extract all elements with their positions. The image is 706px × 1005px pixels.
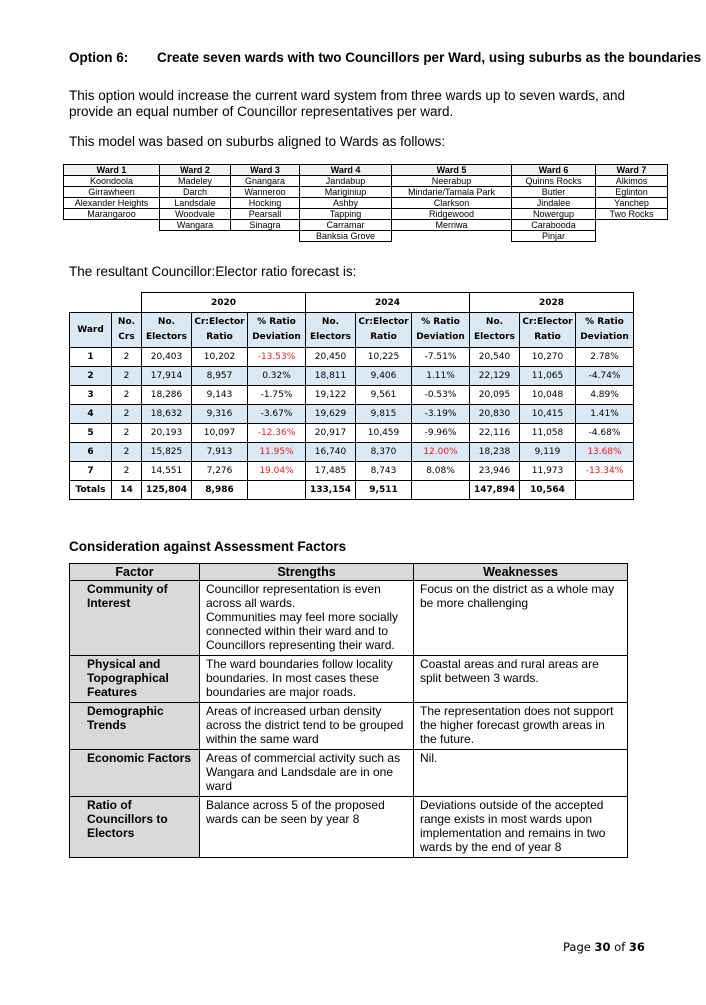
electors-value: 18,632 <box>142 405 192 424</box>
suburb-cell: Darch <box>160 187 231 198</box>
deviation-value: 1.11% <box>412 367 470 386</box>
col-ratio-line: Cr:Elector <box>194 317 245 327</box>
strengths-text: Balance across 5 of the proposed wards can be seen by year 8 <box>206 798 385 826</box>
option-number: Option 6: <box>69 50 129 65</box>
suburb-cell: Ashby <box>300 198 392 209</box>
col-ratio-line: Ratio <box>206 332 233 342</box>
ward-row <box>64 198 668 209</box>
suburb-cell <box>231 231 300 242</box>
strengths-text: Councillor representation is even across all wards. <box>206 582 381 610</box>
suburb-cell: Wanneroo <box>231 187 300 198</box>
col-electors-line: No. <box>321 317 340 327</box>
suburb-cell: Merriwa <box>392 220 512 231</box>
councillor-count: 2 <box>112 443 142 462</box>
deviation-value: -3.19% <box>412 405 470 424</box>
weaknesses-text: Nil. <box>420 751 438 765</box>
deviation-value: 13.68% <box>576 443 634 462</box>
ward-number: 6 <box>70 443 112 462</box>
totals-value <box>412 481 470 500</box>
deviation-value: 8.08% <box>412 462 470 481</box>
col-ratio <box>520 313 576 348</box>
weaknesses-cell <box>414 581 628 656</box>
ward-suburb-table <box>63 164 668 242</box>
ratio-row <box>70 367 634 386</box>
suburb-cell: Jindalee <box>512 198 596 209</box>
col-deviation-line: % Ratio <box>257 317 296 327</box>
suburb-cell: Quinns Rocks <box>512 176 596 187</box>
model-intro: This model was based on suburbs aligned to Wards as follows: <box>69 134 446 149</box>
year-header: 2028 <box>470 293 634 313</box>
totals-value: 10,564 <box>520 481 576 500</box>
suburb-cell: Mariginiup <box>300 187 392 198</box>
suburb-cell: Jandabup <box>300 176 392 187</box>
col-crs <box>112 313 142 348</box>
ward-row <box>64 176 668 187</box>
totals-value: 9,511 <box>356 481 412 500</box>
suburb-cell: Koondoola <box>64 176 160 187</box>
councillor-count: 2 <box>112 386 142 405</box>
councillor-count: 2 <box>112 348 142 367</box>
ratio-row <box>70 405 634 424</box>
col-crs-line: No. <box>117 317 136 327</box>
ratio-value: 9,815 <box>356 405 412 424</box>
ratio-value: 9,561 <box>356 386 412 405</box>
ward-header: Ward 5 <box>392 165 512 176</box>
strengths-text: The ward boundaries follow locality boundaries. In most cases these boundaries are major roads. <box>206 657 393 699</box>
ratio-value: 10,097 <box>192 424 248 443</box>
ward-number: 2 <box>70 367 112 386</box>
weaknesses-cell <box>414 703 628 750</box>
ratio-value: 7,913 <box>192 443 248 462</box>
deviation-value: -4.74% <box>576 367 634 386</box>
ward-number: 5 <box>70 424 112 443</box>
col-electors <box>142 313 192 348</box>
col-electors-line: Electors <box>146 332 187 342</box>
assessment-row <box>70 703 628 750</box>
councillor-count: 2 <box>112 367 142 386</box>
ratio-value: 11,058 <box>520 424 576 443</box>
ward-number: 1 <box>70 348 112 367</box>
suburb-cell <box>64 231 160 242</box>
suburb-cell: Wangara <box>160 220 231 231</box>
col-electors-line: Electors <box>310 332 351 342</box>
suburb-cell: Girrawheen <box>64 187 160 198</box>
ward-header: Ward 7 <box>596 165 668 176</box>
deviation-value: -7.51% <box>412 348 470 367</box>
ratio-value: 9,406 <box>356 367 412 386</box>
ratio-forecast-table <box>69 292 634 500</box>
councillor-count: 2 <box>112 462 142 481</box>
strengths-cell <box>200 581 414 656</box>
col-ratio <box>192 313 248 348</box>
strengths-cell <box>200 656 414 703</box>
col-electors-line: No. <box>485 317 504 327</box>
suburb-cell <box>160 231 231 242</box>
strengths-cell <box>200 797 414 858</box>
totals-value <box>248 481 306 500</box>
assess-header: Factor <box>70 564 200 581</box>
ratio-value: 10,459 <box>356 424 412 443</box>
page-footer <box>563 940 645 954</box>
deviation-value: -1.75% <box>248 386 306 405</box>
suburb-cell: Nowergup <box>512 209 596 220</box>
ratio-value: 10,415 <box>520 405 576 424</box>
ward-header: Ward 1 <box>64 165 160 176</box>
col-ratio <box>356 313 412 348</box>
ratio-value: 8,743 <box>356 462 412 481</box>
suburb-cell <box>596 231 668 242</box>
suburb-cell: Clarkson <box>392 198 512 209</box>
electors-value: 20,450 <box>306 348 356 367</box>
deviation-value: 1.41% <box>576 405 634 424</box>
deviation-value: 2.78% <box>576 348 634 367</box>
year-header: 2020 <box>142 293 306 313</box>
ratio-value: 10,225 <box>356 348 412 367</box>
totals-value: 125,804 <box>142 481 192 500</box>
electors-value: 18,286 <box>142 386 192 405</box>
assessment-row <box>70 656 628 703</box>
ratio-value: 8,370 <box>356 443 412 462</box>
totals-value: 147,894 <box>470 481 520 500</box>
suburb-cell: Landsdale <box>160 198 231 209</box>
ward-header: Ward 4 <box>300 165 392 176</box>
suburb-cell: Hocking <box>231 198 300 209</box>
suburb-cell: Eglinton <box>596 187 668 198</box>
electors-value: 18,238 <box>470 443 520 462</box>
col-electors <box>470 313 520 348</box>
ward-number: 4 <box>70 405 112 424</box>
footer-prefix: Page <box>563 940 591 954</box>
deviation-value: 11.95% <box>248 443 306 462</box>
footer-total: 36 <box>628 940 645 954</box>
col-electors <box>306 313 356 348</box>
weaknesses-text: Deviations outside of the accepted range exists in most wards upon implementation and remains in two wards by the end of year 8 <box>420 798 606 854</box>
ward-row <box>64 220 668 231</box>
assess-header: Weaknesses <box>414 564 628 581</box>
electors-value: 20,917 <box>306 424 356 443</box>
electors-value: 22,116 <box>470 424 520 443</box>
suburb-cell: Ridgewood <box>392 209 512 220</box>
weaknesses-cell <box>414 656 628 703</box>
col-deviation-line: Deviation <box>580 332 629 342</box>
factor-cell: Ratio of Councillors to Electors <box>70 797 200 858</box>
councillor-count: 2 <box>112 424 142 443</box>
suburb-cell: Carramar <box>300 220 392 231</box>
intro-paragraph: This option would increase the current ward system from three wards up to seven wards, and provide an equal number of Councillor representatives per ward. <box>69 88 626 119</box>
strengths-text: Areas of increased urban density across the district tend to be grouped within the same ward <box>206 704 404 746</box>
assessment-row <box>70 797 628 858</box>
deviation-value: 19.04% <box>248 462 306 481</box>
ratio-row <box>70 443 634 462</box>
factor-cell: Community of Interest <box>70 581 200 656</box>
col-ward: Ward <box>70 313 112 348</box>
electors-value: 20,193 <box>142 424 192 443</box>
ward-header: Ward 2 <box>160 165 231 176</box>
suburb-cell: Carabooda <box>512 220 596 231</box>
strengths-text: Communities may feel more socially connected within their ward and to Councillors representing their ward. <box>206 610 399 652</box>
col-deviation <box>248 313 306 348</box>
ratio-value: 8,957 <box>192 367 248 386</box>
deviation-value: -13.34% <box>576 462 634 481</box>
electors-value: 17,914 <box>142 367 192 386</box>
ratio-value: 7,276 <box>192 462 248 481</box>
deviation-value: -13.53% <box>248 348 306 367</box>
suburb-cell <box>64 220 160 231</box>
option-heading <box>69 50 706 84</box>
suburb-cell <box>596 220 668 231</box>
assessment-title: Consideration against Assessment Factors <box>69 539 347 554</box>
assess-header: Strengths <box>200 564 414 581</box>
ratio-value: 9,316 <box>192 405 248 424</box>
year-header: 2024 <box>306 293 470 313</box>
col-deviation-line: Deviation <box>252 332 301 342</box>
strengths-cell <box>200 750 414 797</box>
electors-value: 19,122 <box>306 386 356 405</box>
ward-header: Ward 6 <box>512 165 596 176</box>
col-ratio-line: Cr:Elector <box>522 317 573 327</box>
deviation-value: -4.68% <box>576 424 634 443</box>
totals-label: Totals <box>70 481 112 500</box>
col-ratio-line: Ratio <box>534 332 561 342</box>
col-deviation <box>576 313 634 348</box>
ward-row <box>64 231 668 242</box>
weaknesses-cell <box>414 797 628 858</box>
suburb-cell: Pinjar <box>512 231 596 242</box>
assessment-row <box>70 581 628 656</box>
electors-value: 20,095 <box>470 386 520 405</box>
suburb-cell: Gnangara <box>231 176 300 187</box>
col-deviation <box>412 313 470 348</box>
factor-cell: Economic Factors <box>70 750 200 797</box>
electors-value: 15,825 <box>142 443 192 462</box>
col-ratio-line: Ratio <box>370 332 397 342</box>
strengths-cell <box>200 703 414 750</box>
ratio-row <box>70 348 634 367</box>
ratio-value: 10,270 <box>520 348 576 367</box>
electors-value: 22,129 <box>470 367 520 386</box>
deviation-value: 0.32% <box>248 367 306 386</box>
deviation-value: -0.53% <box>412 386 470 405</box>
ratio-value: 9,119 <box>520 443 576 462</box>
option-title: Create seven wards with two Councillors per Ward, using suburbs as the boundaries <box>157 50 702 65</box>
ratio-value: 11,065 <box>520 367 576 386</box>
col-deviation-line: Deviation <box>416 332 465 342</box>
assessment-row <box>70 750 628 797</box>
electors-value: 20,540 <box>470 348 520 367</box>
suburb-cell: Alexander Heights <box>64 198 160 209</box>
electors-value: 14,551 <box>142 462 192 481</box>
ratio-row <box>70 386 634 405</box>
ratio-row <box>70 462 634 481</box>
electors-value: 20,830 <box>470 405 520 424</box>
electors-value: 17,485 <box>306 462 356 481</box>
suburb-cell: Alkimos <box>596 176 668 187</box>
assessment-table <box>69 563 628 858</box>
deviation-value: -3.67% <box>248 405 306 424</box>
strengths-text: Areas of commercial activity such as Wangara and Landsdale are in one ward <box>206 751 401 793</box>
ratio-value: 10,048 <box>520 386 576 405</box>
weaknesses-text: Coastal areas and rural areas are split between 3 wards. <box>420 657 599 685</box>
suburb-cell: Mindarie/Tamala Park <box>392 187 512 198</box>
col-electors-line: Electors <box>474 332 515 342</box>
col-deviation-line: % Ratio <box>421 317 460 327</box>
ratio-value: 10,202 <box>192 348 248 367</box>
electors-value: 23,946 <box>470 462 520 481</box>
weaknesses-cell <box>414 750 628 797</box>
suburb-cell: Madeley <box>160 176 231 187</box>
ward-number: 7 <box>70 462 112 481</box>
electors-value: 19,629 <box>306 405 356 424</box>
suburb-cell: Neerabup <box>392 176 512 187</box>
deviation-value: 4.89% <box>576 386 634 405</box>
ward-number: 3 <box>70 386 112 405</box>
weaknesses-text: Focus on the district as a whole may be more challenging <box>420 582 615 610</box>
deviation-value: -9.96% <box>412 424 470 443</box>
totals-value: 8,986 <box>192 481 248 500</box>
councillor-count: 2 <box>112 405 142 424</box>
suburb-cell: Yanchep <box>596 198 668 209</box>
ratio-intro: The resultant Councillor:Elector ratio forecast is: <box>69 264 357 279</box>
suburb-cell: Marangaroo <box>64 209 160 220</box>
totals-row <box>70 481 634 500</box>
electors-value: 18,811 <box>306 367 356 386</box>
suburb-cell: Tapping <box>300 209 392 220</box>
footer-page: 30 <box>594 940 611 954</box>
footer-of: of <box>614 940 626 954</box>
col-deviation-line: % Ratio <box>585 317 624 327</box>
totals-value: 133,154 <box>306 481 356 500</box>
col-electors-line: No. <box>157 317 176 327</box>
ward-header: Ward 3 <box>231 165 300 176</box>
factor-cell: Demographic Trends <box>70 703 200 750</box>
suburb-cell: Banksia Grove <box>300 231 392 242</box>
electors-value: 16,740 <box>306 443 356 462</box>
suburb-cell: Woodvale <box>160 209 231 220</box>
ratio-value: 9,143 <box>192 386 248 405</box>
ratio-row <box>70 424 634 443</box>
totals-crs: 14 <box>112 481 142 500</box>
suburb-cell: Sinagra <box>231 220 300 231</box>
suburb-cell: Butler <box>512 187 596 198</box>
deviation-value: -12.36% <box>248 424 306 443</box>
ward-row <box>64 209 668 220</box>
electors-value: 20,403 <box>142 348 192 367</box>
suburb-cell <box>392 231 512 242</box>
ward-row <box>64 187 668 198</box>
totals-value <box>576 481 634 500</box>
suburb-cell: Two Rocks <box>596 209 668 220</box>
weaknesses-text: The representation does not support the higher forecast growth areas in the future. <box>420 704 614 746</box>
col-ratio-line: Cr:Elector <box>358 317 409 327</box>
deviation-value: 12.00% <box>412 443 470 462</box>
factor-cell: Physical and Topographical Features <box>70 656 200 703</box>
suburb-cell: Pearsall <box>231 209 300 220</box>
ratio-value: 11,973 <box>520 462 576 481</box>
col-crs-line: Crs <box>118 332 135 342</box>
